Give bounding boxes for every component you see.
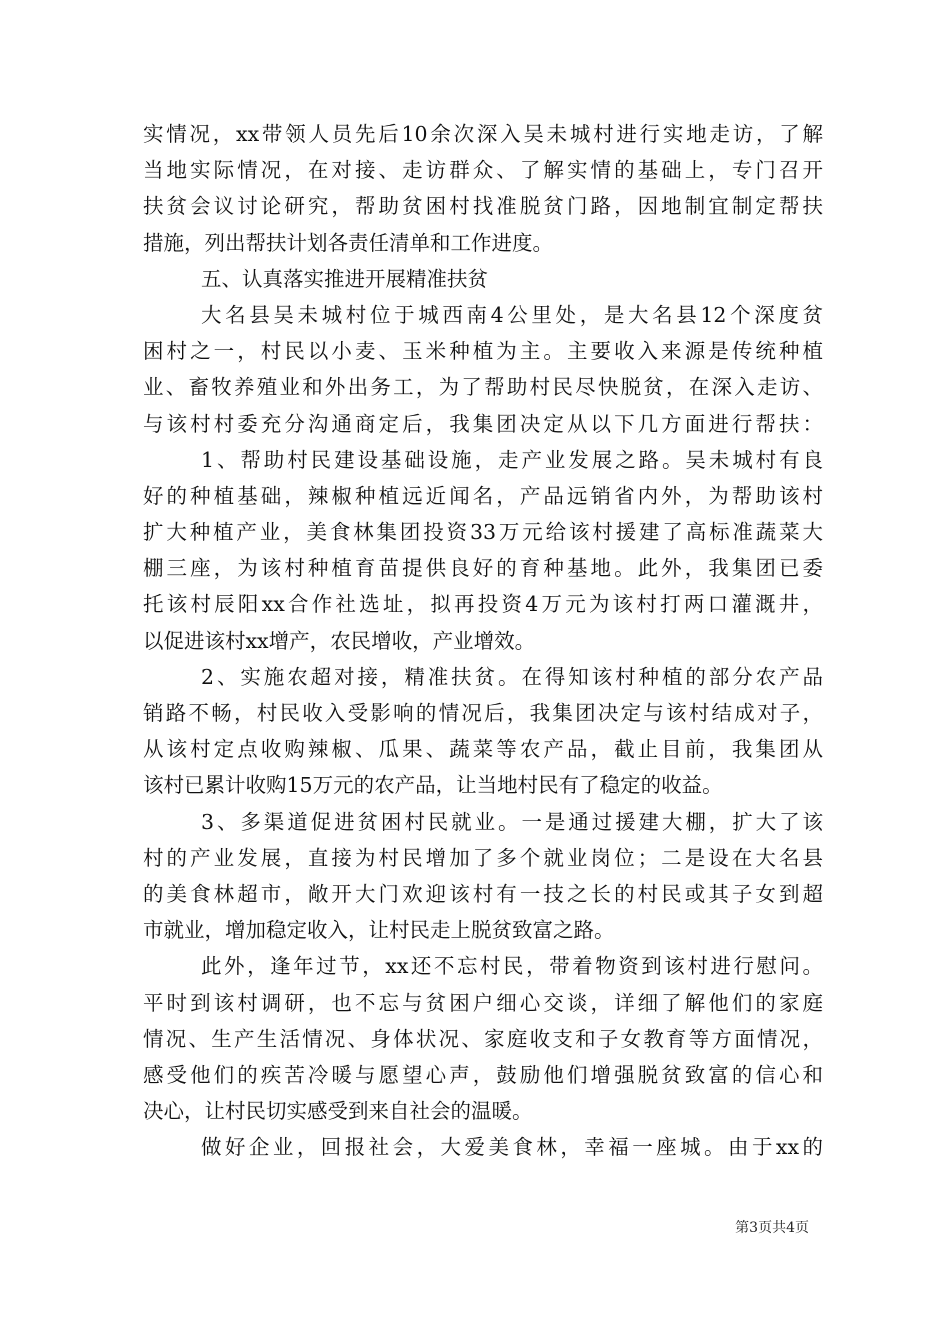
text-line: 棚三座，为该村种植育苗提供良好的育种基地。此外，我集团已委 bbox=[143, 556, 823, 581]
text-line: 村的产业发展，直接为村民增加了多个就业岗位；二是设在大名县 bbox=[143, 845, 823, 870]
text-line: 扶贫会议讨论研究，帮助贫困村找准脱贫门路，因地制宜制定帮扶 bbox=[143, 194, 823, 219]
section-heading: 五、认真落实推进开展精准扶贫 bbox=[201, 266, 488, 291]
text-line: 托该村辰阳xx合作社选址，拟再投资4万元为该村打两口灌溉井， bbox=[143, 592, 823, 617]
page-number: 第3页共4页 bbox=[735, 1220, 809, 1236]
text-line: 措施，列出帮扶计划各责任清单和工作进度。 bbox=[143, 230, 553, 255]
text-line: 3、多渠道促进贫困村民就业。一是通过援建大棚，扩大了该 bbox=[201, 809, 823, 834]
text-line: 做好企业，回报社会，大爱美食林，幸福一座城。由于xx的 bbox=[201, 1135, 823, 1160]
text-line: 该村已累计收购15万元的农产品，让当地村民有了稳定的收益。 bbox=[143, 773, 723, 798]
text-line: 感受他们的疾苦冷暖与愿望心声，鼓励他们增强脱贫致富的信心和 bbox=[143, 1062, 823, 1087]
text-line: 从该村定点收购辣椒、瓜果、蔬菜等农产品，截止目前，我集团从 bbox=[143, 737, 823, 762]
text-line: 决心，让村民切实感受到来自社会的温暖。 bbox=[143, 1099, 533, 1124]
text-line: 1、帮助村民建设基础设施，走产业发展之路。吴未城村有良 bbox=[201, 447, 823, 472]
text-line: 好的种植基础，辣椒种植远近闻名，产品远销省内外，为帮助该村 bbox=[143, 483, 823, 508]
text-line: 实情况，xx带领人员先后10余次深入吴未城村进行实地走访，了解 bbox=[143, 122, 823, 146]
text-line: 销路不畅，村民收入受影响的情况后，我集团决定与该村结成对子， bbox=[143, 701, 823, 725]
text-line: 困村之一，村民以小麦、玉米种植为主。主要收入来源是传统种植 bbox=[143, 339, 823, 364]
text-line: 平时到该村调研，也不忘与贫困户细心交谈，详细了解他们的家庭 bbox=[143, 990, 823, 1015]
text-line: 以促进该村xx增产，农民增收，产业增效。 bbox=[143, 628, 536, 653]
text-line: 2、实施农超对接，精准扶贫。在得知该村种植的部分农产品 bbox=[201, 664, 823, 689]
text-line: 的美食林超市，敞开大门欢迎该村有一技之长的村民或其子女到超 bbox=[143, 881, 823, 906]
text-line: 市就业，增加稳定收入，让村民走上脱贫致富之路。 bbox=[143, 918, 615, 943]
text-line: 扩大种植产业，美食林集团投资33万元给该村援建了高标准蔬菜大 bbox=[143, 520, 823, 545]
document-body bbox=[143, 116, 823, 1165]
text-line: 此外，逢年过节，xx还不忘村民，带着物资到该村进行慰问。 bbox=[201, 954, 823, 979]
text-line: 当地实际情况，在对接、走访群众、了解实情的基础上，专门召开 bbox=[143, 158, 823, 183]
text-line: 与该村村委充分沟通商定后，我集团决定从以下几方面进行帮扶： bbox=[143, 411, 823, 436]
text-line: 大名县吴未城村位于城西南4公里处，是大名县12个深度贫 bbox=[201, 302, 823, 327]
text-line: 情况、生产生活情况、身体状况、家庭收支和子女教育等方面情况， bbox=[143, 1026, 823, 1051]
text-line: 业、畜牧养殖业和外出务工，为了帮助村民尽快脱贫，在深入走访、 bbox=[143, 375, 823, 400]
